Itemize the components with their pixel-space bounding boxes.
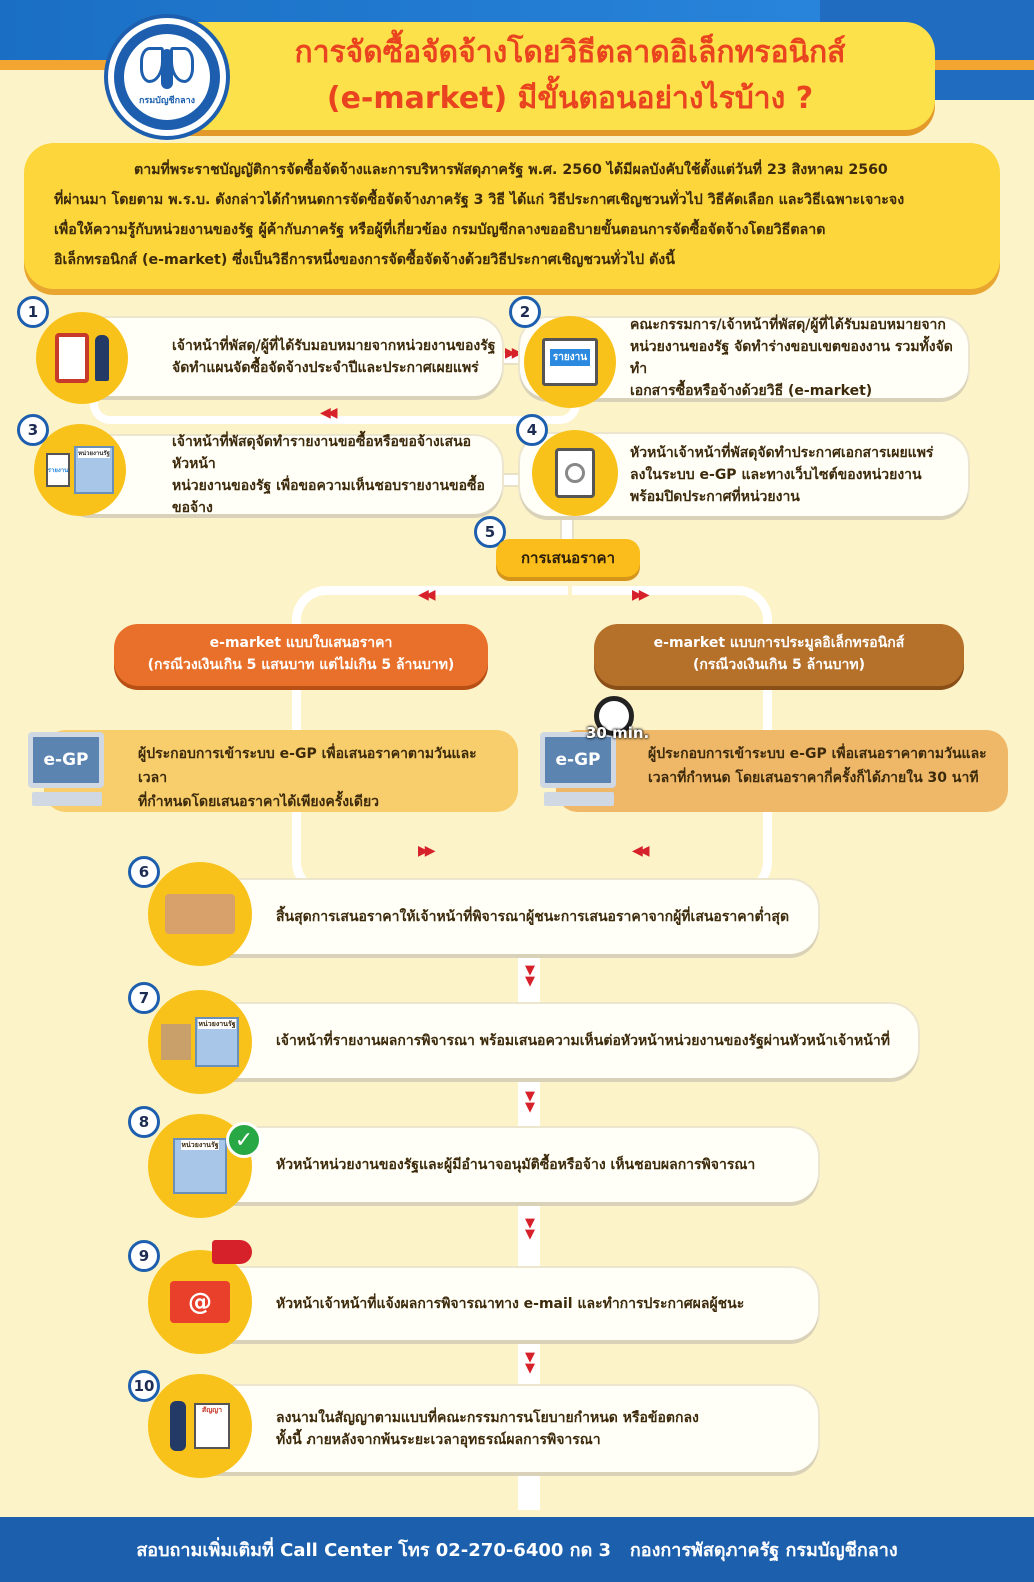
intro-paragraph	[24, 143, 1000, 289]
report-label-small: รายงาน	[47, 467, 69, 474]
step-3-box	[62, 436, 502, 514]
step-4-line-3: พร้อมปิดประกาศที่หน่วยงาน	[630, 489, 800, 505]
step-6-line-1: สิ้นสุดการเสนอราคาให้เจ้าหน้าที่พิจารณาผู้ชนะการเสนอราคาจากผู้ที่เสนอราคาต่ำสุด	[276, 909, 790, 925]
step-1-line-1: เจ้าหน้าที่พัสดุ/ผู้ที่ได้รับมอบหมายจากหน่วยงานของรัฐ	[172, 338, 496, 354]
title-line-2: (e-market) มีขั้นตอนอย่างไรบ้าง ?	[326, 81, 814, 116]
arrow-merge-right: ▶▶	[418, 843, 432, 859]
step-10-line-1: ลงนามในสัญญาตามแบบที่คณะกรรมการนโยบายกำหนด หรือข้อตกลง	[276, 1410, 699, 1426]
intro-line-3: เพื่อให้ความรู้กับหน่วยงานของรัฐ ผู้ค้ากับภาครัฐ หรือผู้ที่เกี่ยวข้อง กรมบัญชีกลางขออธิบายขั้นตอนการจัดซื้อจัดจ้างโดยวิธีตลาด	[54, 222, 826, 238]
folder-building-icon	[148, 990, 252, 1094]
branch-left-desc-1: ผู้ประกอบการเข้าระบบ e-GP เพื่อเสนอราคาตามวันและเวลา	[138, 746, 477, 786]
computer-icon-right	[540, 732, 616, 806]
megaphone-icon	[212, 1240, 252, 1264]
report-building-icon	[34, 424, 126, 516]
chevron-down-icon: ▼ ▼	[525, 1089, 535, 1115]
branch-right-desc-1: ผู้ประกอบการเข้าระบบ e-GP เพื่อเสนอราคาตามวันและ	[648, 746, 987, 762]
intro-line-1: ตามที่พระราชบัญญัติการจัดซื้อจัดจ้างและการบริหารพัสดุภาครัฐ พ.ศ. 2560 ได้มีผลบังคับใช้ตั้งแต่วันที่ 23 สิงหาคม 2560	[134, 162, 888, 178]
department-logo	[108, 18, 226, 136]
step-8-line-1: หัวหน้าหน่วยงานของรัฐและผู้มีอำนาจอนุมัติซื้อหรือจ้าง เห็นชอบผลการพิจารณา	[276, 1157, 756, 1173]
egp-monitor-right: e-GP	[540, 732, 616, 788]
intro-line-2: ที่ผ่านมา โดยตาม พ.ร.บ. ดังกล่าวได้กำหนดการจัดซื้อจัดจ้างภาครัฐ 3 วิธี ได้แก่ วิธีประกาศเชิญชวนทั่วไป วิธีคัดเลือก และวิธีเฉพาะเจาะจง	[54, 192, 905, 208]
agency-label-7: หน่วยงานรัฐ	[198, 1020, 236, 1028]
chevron-down-icon: ▼ ▼	[525, 1216, 535, 1242]
branch-left-title: e-market แบบใบเสนอราคา	[209, 635, 393, 651]
step-3-number: 3	[17, 414, 49, 446]
contract-sign-icon	[148, 1374, 252, 1478]
arrow-merge-left: ◀◀	[632, 843, 646, 859]
connector-2-3	[90, 402, 580, 424]
step-8-number: 8	[128, 1106, 160, 1138]
report-label: รายงาน	[550, 349, 590, 366]
branch-left-subtitle: (กรณีวงเงินเกิน 5 แสนบาท แต่ไม่เกิน 5 ล้านบาท)	[147, 657, 455, 673]
step-2-number: 2	[509, 296, 541, 328]
step-4-line-1: หัวหน้าเจ้าหน้าที่พัสดุจัดทำประกาศเอกสารเผยแพร่	[630, 445, 934, 461]
step-2-line-2: หน่วยงานของรัฐ จัดทำร่างขอบเขตของงาน รวมทั้งจัดทำ	[630, 339, 953, 377]
branch-right-title: e-market แบบการประมูลอิเล็กทรอนิกส์	[653, 635, 905, 651]
chevron-down-icon: ▼ ▼	[525, 963, 535, 989]
step-2-line-3: เอกสารซื้อหรือจ้างด้วยวิธี (e-market)	[630, 383, 873, 399]
step-2-line-1: คณะกรรมการ/เจ้าหน้าที่พัสดุ/ผู้ที่ได้รับมอบหมายจาก	[630, 317, 946, 333]
step-9-number: 9	[128, 1240, 160, 1272]
step-9-box	[178, 1268, 818, 1340]
step-5-number: 5	[474, 516, 506, 548]
title-line-1: การจัดซื้อจัดจ้างโดยวิธีตลาดอิเล็กทรอนิกส์	[294, 35, 846, 70]
click-document-icon	[532, 430, 618, 516]
computer-icon-left	[28, 732, 104, 806]
step-9-line-1: หัวหน้าเจ้าหน้าที่แจ้งผลการพิจารณาทาง e-mail และทำการประกาศผลผู้ชนะ	[276, 1296, 745, 1312]
chevron-down-icon: ▼ ▼	[525, 1350, 535, 1376]
logo-text: กรมบัญชีกลาง	[138, 96, 196, 106]
egp-monitor-left: e-GP	[28, 732, 104, 788]
step-3-line-2: หน่วยงานของรัฐ เพื่อขอความเห็นชอบรายงานขอซื้อขอจ้าง	[172, 478, 485, 516]
footer-text: สอบถามเพิ่มเติมที่ Call Center โทร 02-270-6400 กด 3 กองการพัสดุภาครัฐ กรมบัญชีกลาง	[136, 1540, 898, 1561]
agency-label-8: หน่วยงานรัฐ	[181, 1141, 219, 1149]
arrow-left-branch: ◀◀	[418, 587, 432, 603]
agency-label: หน่วยงานรัฐ	[78, 450, 110, 457]
email-megaphone-icon: @	[148, 1250, 252, 1354]
step-1-number: 1	[17, 296, 49, 328]
step-7-line-1: เจ้าหน้าที่รายงานผลการพิจารณา พร้อมเสนอความเห็นต่อหัวหน้าหน่วยงานของรัฐผ่านหัวหน้าเจ้าหน้าที่	[276, 1033, 890, 1049]
step-10-number: 10	[128, 1370, 160, 1402]
step-3-line-1: เจ้าหน้าที่พัสดุจัดทำรายงานขอซื้อหรือขอจ้างเสนอหัวหน้า	[172, 434, 472, 472]
timer-label: 30 min.	[586, 724, 650, 742]
branch-right-desc-2: เวลาที่กำหนด โดยเสนอราคากี่ครั้งก็ได้ภายใน 30 นาที	[648, 770, 979, 786]
garuda-icon	[140, 47, 194, 91]
step-4-number: 4	[516, 414, 548, 446]
step-6-number: 6	[128, 856, 160, 888]
step-6-box	[178, 880, 818, 954]
intro-line-4: อิเล็กทรอนิกส์ (e-market) ซึ่งเป็นวิธีการหนึ่งของการจัดซื้อจัดจ้างด้วยวิธีประกาศเชิญชวนทั่วไป ดังนี้	[54, 252, 675, 268]
branch-right-header	[594, 624, 964, 686]
report-clipboard-icon	[524, 316, 616, 408]
branch-left-header	[114, 624, 488, 686]
step-7-number: 7	[128, 982, 160, 1014]
page-title	[220, 30, 920, 122]
arrow-right-branch: ▶▶	[632, 587, 646, 603]
branch-left-desc-box	[44, 730, 518, 812]
bidding-label: การเสนอราคา	[496, 539, 640, 577]
arrow-left-2: ◀◀	[320, 405, 334, 421]
check-icon: ✓	[226, 1122, 262, 1158]
step-1-line-2: จัดทำแผนจัดซื้อจัดจ้างประจำปีและประกาศเผยแพร่	[172, 360, 479, 376]
step-7-box	[178, 1004, 918, 1078]
footer-contact	[0, 1517, 1034, 1582]
arrow-right-1: ▶▶	[505, 345, 519, 361]
step-10-line-2: ทั้งนี้ ภายหลังจากพ้นระยะเวลาอุทธรณ์ผลการพิจารณา	[276, 1432, 601, 1448]
presenter-icon	[36, 312, 128, 404]
bidders-icon	[148, 862, 252, 966]
step-8-box	[178, 1128, 818, 1202]
branch-right-subtitle: (กรณีวงเงินเกิน 5 ล้านบาท)	[693, 657, 865, 673]
contract-label: สัญญา	[201, 1406, 223, 1414]
step-1-box	[62, 318, 502, 396]
step-4-line-2: ลงในระบบ e-GP และทางเว็บไซต์ของหน่วยงาน	[630, 467, 922, 483]
step-10-box	[178, 1386, 818, 1472]
branch-right-desc-box	[556, 730, 1008, 812]
branch-left-desc-2: ที่กำหนดโดยเสนอราคาได้เพียงครั้งเดียว	[138, 794, 380, 810]
